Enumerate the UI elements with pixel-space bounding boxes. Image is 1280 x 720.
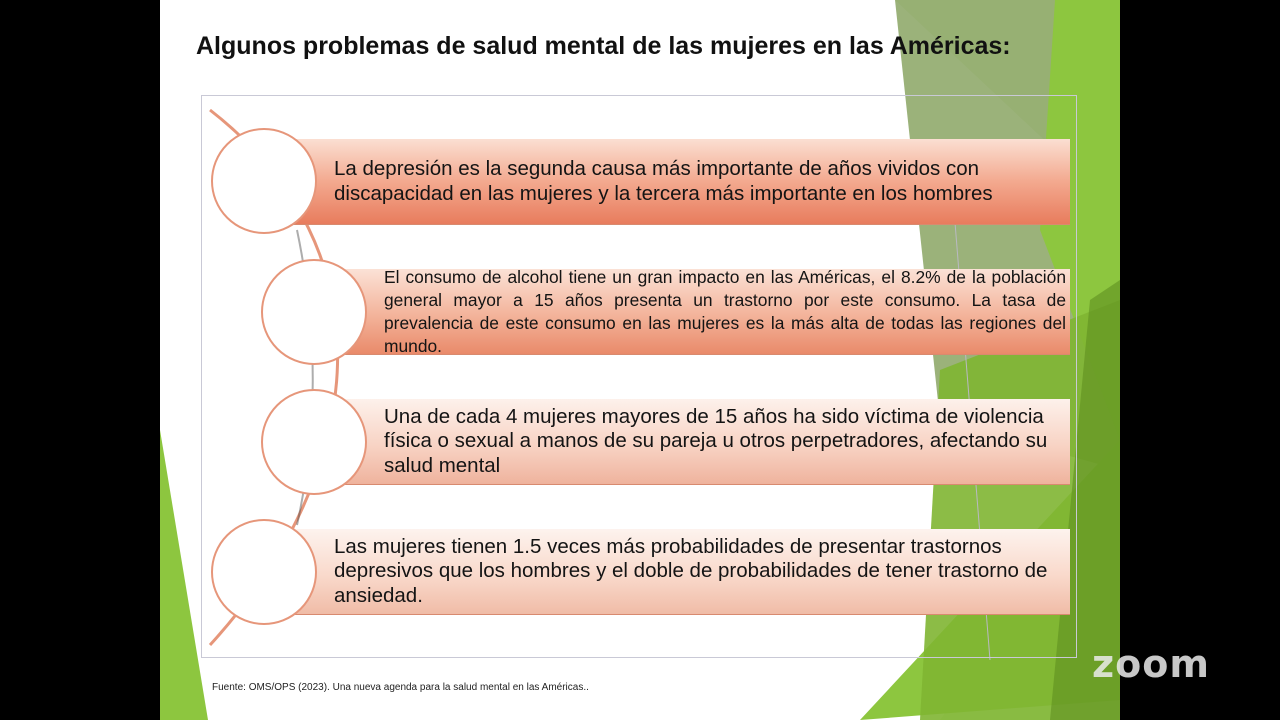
item-text: Las mujeres tienen 1.5 veces más probabilidades de presentar trastornos depresivos que los hombres y el doble de probabilidades de tener trastorno de ansiedad. bbox=[334, 534, 1048, 607]
list-item bbox=[289, 139, 1070, 225]
bullet-circle bbox=[211, 128, 317, 234]
item-text: El consumo de alcohol tiene un gran impacto en las Américas, el 8.2% de la población general mayor a 15 años presenta un trastorno por este consumo. La tasa de prevalencia de este consumo en las mujeres es la más alta de todas las regiones del mundo. bbox=[384, 266, 1066, 356]
zoom-watermark: zoom bbox=[1092, 642, 1210, 686]
list-item bbox=[340, 266, 1070, 356]
list-item bbox=[340, 399, 1070, 485]
bullet-circle bbox=[261, 259, 367, 365]
source-citation: Fuente: OMS/OPS (2023). Una nueva agenda para la salud mental en las Américas.. bbox=[212, 682, 589, 693]
bullet-circle bbox=[261, 389, 367, 495]
bullet-circle bbox=[211, 519, 317, 625]
list-item bbox=[289, 529, 1070, 615]
slide-title: Algunos problemas de salud mental de las mujeres en las Américas: bbox=[196, 32, 1011, 60]
item-text: La depresión es la segunda causa más importante de años vividos con discapacidad en las mujeres y la tercera más importante en los hombres bbox=[334, 157, 993, 205]
item-text: Una de cada 4 mujeres mayores de 15 años ha sido víctima de violencia física o sexual a manos de su pareja u otros perpetradores, afectando su salud mental bbox=[384, 404, 1048, 477]
presentation-slide bbox=[160, 0, 1120, 720]
